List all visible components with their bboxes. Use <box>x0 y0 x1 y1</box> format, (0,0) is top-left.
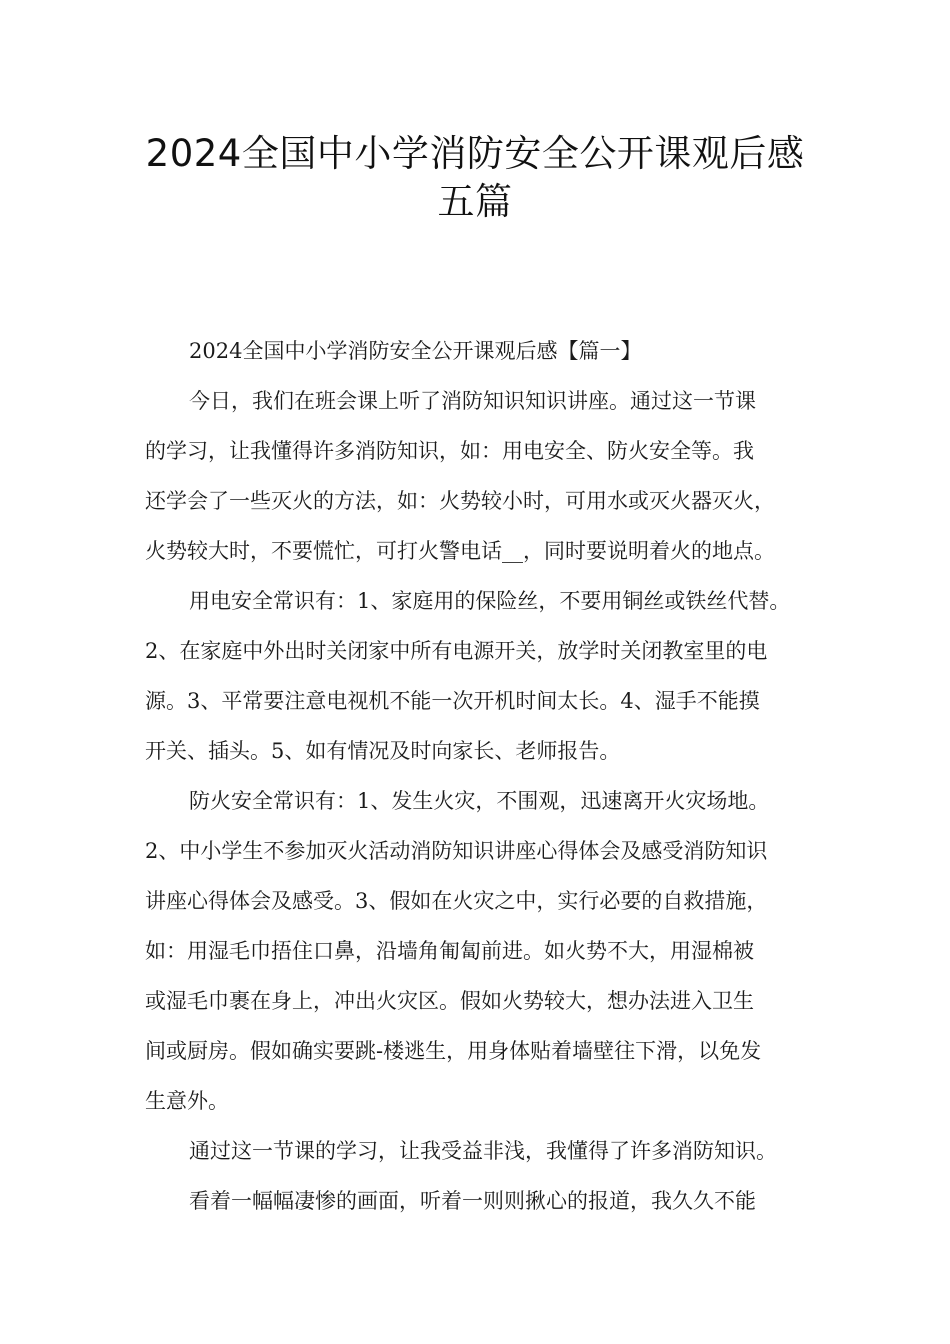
title-line-1: 2024全国中小学消防安全公开课观后感 <box>145 132 805 175</box>
paragraph-3-line-4: 如：用湿毛巾捂住口鼻，沿墙角匍匐前进。如火势不大，用湿棉被 <box>145 939 754 963</box>
title-line-2: 五篇 <box>437 180 513 223</box>
paragraph-1-line-2: 的学习，让我懂得许多消防知识，如：用电安全、防火安全等。我 <box>145 439 754 463</box>
paragraph-3-line-2: 2、中小学生不参加灭火活动消防知识讲座心得体会及感受消防知识 <box>145 839 768 863</box>
paragraph-2-line-2: 2、在家庭中外出时关闭家中所有电源开关，放学时关闭教室里的电 <box>145 639 768 663</box>
paragraph-4-line-1: 通过这一节课的学习，让我受益非浅，我懂得了许多消防知识。 <box>189 1139 777 1163</box>
paragraph-2-line-3: 源。3、平常要注意电视机不能一次开机时间太长。4、湿手不能摸 <box>145 689 760 713</box>
paragraph-3-line-7: 生意外。 <box>145 1089 229 1113</box>
document-title <box>0 130 950 226</box>
document-body <box>145 334 807 1218</box>
paragraph-2-line-4: 开关、插头。5、如有情况及时向家长、老师报告。 <box>145 739 621 763</box>
paragraph-3-line-3: 讲座心得体会及感受。3、假如在火灾之中，实行必要的自救措施， <box>145 889 768 913</box>
paragraph-1-line-3: 还学会了一些灭火的方法，如：火势较小时，可用水或灭火器灭火， <box>145 489 775 513</box>
paragraph-1-line-4: 火势较大时，不要慌忙，可打火警电话__，同时要说明着火的地点。 <box>145 539 775 563</box>
paragraph-5-line-1: 看着一幅幅凄惨的画面，听着一则则揪心的报道，我久久不能 <box>189 1189 756 1213</box>
paragraph-1-line-1: 今日，我们在班会课上听了消防知识知识讲座。通过这一节课 <box>189 389 756 413</box>
paragraph-3-line-6: 间或厨房。假如确实要跳-楼逃生，用身体贴着墙壁往下滑，以免发 <box>145 1039 762 1063</box>
section-heading: 2024全国中小学消防安全公开课观后感【篇一】 <box>189 339 642 363</box>
paragraph-3-line-5: 或湿毛巾裹在身上，冲出火灾区。假如火势较大，想办法进入卫生 <box>145 989 754 1013</box>
paragraph-2-line-1: 用电安全常识有：1、家庭用的保险丝，不要用铜丝或铁丝代替。 <box>189 589 791 613</box>
paragraph-3-line-1: 防火安全常识有：1、发生火灾，不围观，迅速离开火灾场地。 <box>189 789 770 813</box>
